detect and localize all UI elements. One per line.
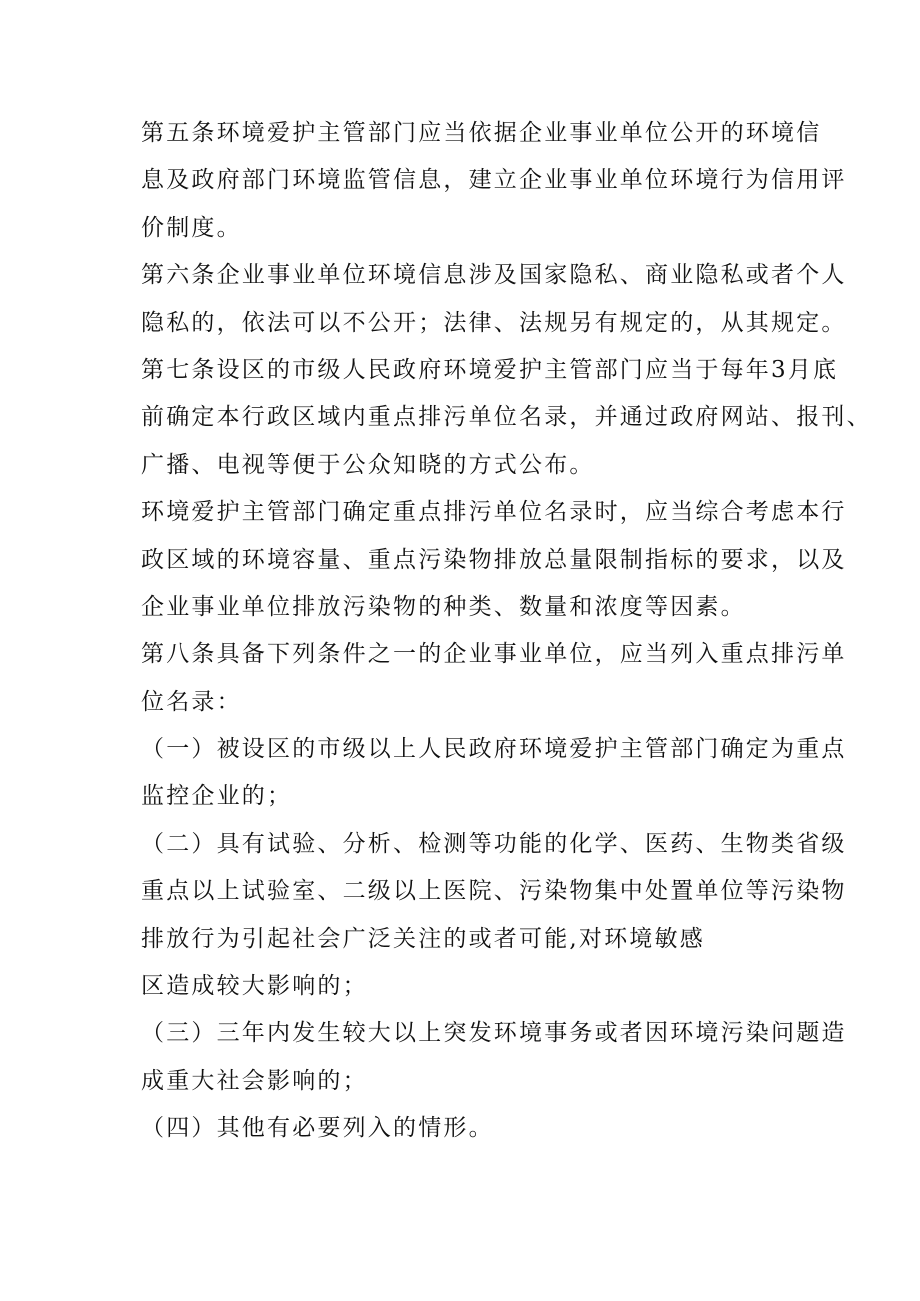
text-line: 价制度。	[141, 214, 242, 241]
text-line: 第七条设区的市级人民政府环境爱护主管部门应当于每年3月底	[141, 356, 839, 383]
text-line: 成重大社会影响的；	[141, 1067, 368, 1094]
text-line: 前确定本行政区域内重点排污单位名录，并通过政府网站、报刊、	[141, 404, 872, 431]
text-line: 广播、电视等便于公众知晓的方式公布。	[141, 451, 595, 478]
text-line: 重点以上试验室、二级以上医院、污染物集中处置单位等污染物	[141, 878, 847, 905]
text-line: 监控企业的；	[141, 783, 293, 810]
text-line: 政区域的环境容量、重点污染物排放总量限制指标的要求，以及	[141, 546, 847, 573]
text-line: 第五条环境爱护主管部门应当依据企业事业单位公开的环境信	[141, 120, 822, 146]
text-line: （二）具有试验、分析、检测等功能的化学、医药、生物类省级	[141, 830, 847, 857]
text-line: 排放行为引起社会广泛关注的或者可能,对环境敏感	[141, 925, 705, 952]
text-line: （三）三年内发生较大以上突发环境事务或者因环境污染问题造	[141, 1020, 847, 1047]
text-line: 位名录：	[141, 688, 242, 715]
text-line: 第八条具备下列条件之一的企业事业单位，应当列入重点排污单	[141, 641, 847, 668]
text-line: 企业事业单位排放污染物的种类、数量和浓度等因素。	[141, 593, 746, 620]
text-line: 隐私的，依法可以不公开；法律、法规另有规定的，从其规定。	[141, 309, 847, 336]
text-line: 息及政府部门环境监管信息，建立企业事业单位环境行为信用评	[141, 167, 847, 194]
document-body	[141, 110, 872, 1153]
text-line: 第六条企业事业单位环境信息涉及国家隐私、商业隐私或者个人	[141, 262, 847, 289]
text-line: （一）被设区的市级以上人民政府环境爱护主管部门确定为重点	[141, 736, 847, 763]
text-line: （四）其他有必要列入的情形。	[141, 1115, 494, 1142]
text-line: 环境爱护主管部门确定重点排污单位名录时，应当综合考虑本行	[141, 499, 847, 526]
text-line: 区造成较大影响的；	[141, 973, 368, 1000]
